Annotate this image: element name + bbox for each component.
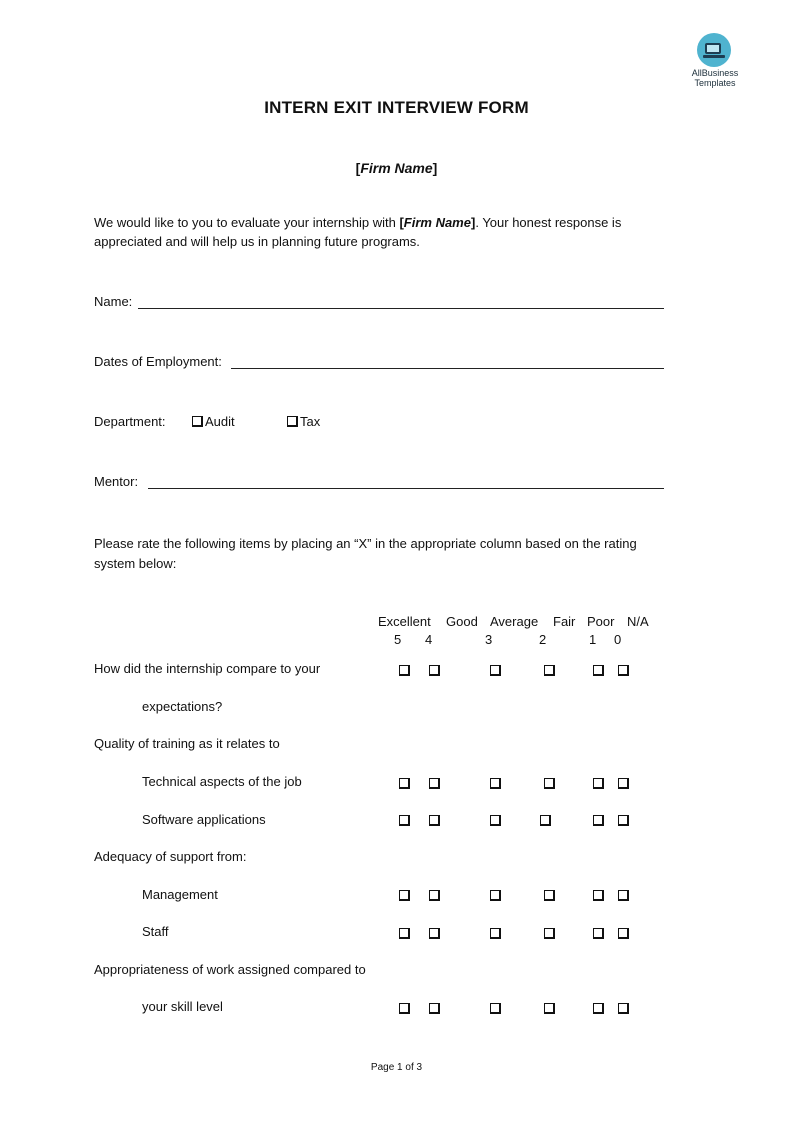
rating-number-0: 0 (614, 632, 622, 647)
rating-checkbox-icon[interactable] (544, 778, 555, 789)
checkbox-icon[interactable] (192, 416, 203, 427)
mentor-field[interactable] (148, 488, 664, 489)
dates-field[interactable] (231, 368, 664, 369)
rating-checkbox-icon[interactable] (429, 815, 440, 826)
department-option-label: Audit (205, 414, 235, 429)
instructions-line-1: Please rate the following items by placing an “X” in the appropriate column based on the rating (94, 536, 637, 551)
rating-checkbox-icon[interactable] (544, 928, 555, 939)
name-label: Name: (94, 294, 133, 309)
firm-name-text: Firm Name (360, 160, 433, 176)
question-1-line-1: How did the internship compare to your (94, 661, 321, 676)
rating-number-2: 2 (539, 632, 547, 647)
rating-label-na: N/A (627, 614, 649, 629)
rating-instructions (94, 534, 694, 574)
rating-checkbox-icon[interactable] (593, 890, 604, 901)
rating-label-poor: Poor (587, 614, 615, 629)
page-footer: Page 1 of 3 (370, 1062, 423, 1073)
intro-firm-text: Firm Name (403, 215, 471, 230)
rating-label-good: Good (446, 614, 478, 629)
rating-checkbox-icon[interactable] (429, 890, 440, 901)
rating-checkbox-icon[interactable] (399, 1003, 410, 1014)
intro-firm-placeholder: [Firm Name] (399, 215, 476, 230)
department-option-tax[interactable] (287, 414, 320, 429)
dates-label: Dates of Employment: (94, 354, 222, 369)
logo-line-2: Templates (694, 78, 736, 88)
rating-checkbox-icon[interactable] (429, 665, 440, 676)
rating-checkbox-icon[interactable] (544, 665, 555, 676)
department-label: Department: (94, 414, 166, 429)
rating-checkbox-icon[interactable] (544, 1003, 555, 1014)
rating-checkbox-icon[interactable] (399, 928, 410, 939)
rating-checkbox-icon[interactable] (618, 928, 629, 939)
rating-checkbox-icon[interactable] (399, 778, 410, 789)
rating-number-4: 4 (425, 632, 433, 647)
firm-name-placeholder: [Firm Name] (355, 160, 438, 176)
rating-checkbox-icon[interactable] (593, 928, 604, 939)
question-2-heading: Quality of training as it relates to (94, 736, 280, 751)
rating-checkbox-icon[interactable] (490, 928, 501, 939)
rating-checkbox-icon[interactable] (618, 665, 629, 676)
rating-checkbox-icon[interactable] (544, 890, 555, 901)
checkbox-icon[interactable] (287, 416, 298, 427)
rating-checkbox-icon[interactable] (490, 1003, 501, 1014)
question-2-technical: Technical aspects of the job (142, 774, 302, 789)
rating-checkbox-icon[interactable] (490, 665, 501, 676)
question-1-line-2: expectations? (142, 699, 223, 714)
rating-checkbox-icon[interactable] (399, 815, 410, 826)
intro-paragraph (94, 213, 674, 251)
page-title: INTERN EXIT INTERVIEW FORM (264, 98, 529, 117)
question-3-management: Management (142, 887, 218, 902)
rating-checkbox-icon[interactable] (618, 890, 629, 901)
laptop-screen-shape (705, 43, 721, 54)
rating-checkbox-icon[interactable] (399, 890, 410, 901)
department-option-label: Tax (300, 414, 321, 429)
logo-text (680, 68, 750, 88)
rating-checkbox-icon[interactable] (429, 1003, 440, 1014)
rating-checkbox-icon[interactable] (618, 815, 629, 826)
instructions-line-2: system below: (94, 556, 177, 571)
rating-checkbox-icon[interactable] (540, 815, 551, 826)
rating-checkbox-icon[interactable] (618, 778, 629, 789)
rating-checkbox-icon[interactable] (593, 1003, 604, 1014)
rating-checkbox-icon[interactable] (399, 665, 410, 676)
intro-line-2: appreciated and will help us in planning future programs. (94, 234, 420, 249)
mentor-label: Mentor: (94, 474, 139, 489)
question-3-staff: Staff (142, 924, 169, 939)
logo-line-1: AllBusiness (691, 68, 739, 78)
question-3-heading: Adequacy of support from: (94, 849, 247, 864)
rating-label-fair: Fair (553, 614, 576, 629)
rating-checkbox-icon[interactable] (490, 890, 501, 901)
question-4-line-1: Appropriateness of work assigned compared to (94, 962, 366, 977)
rating-checkbox-icon[interactable] (593, 665, 604, 676)
intro-part-1: We would like to you to evaluate your internship with (94, 215, 400, 230)
rating-number-1: 1 (589, 632, 597, 647)
name-field[interactable] (138, 308, 664, 309)
laptop-base-shape (703, 55, 725, 58)
rating-number-3: 3 (485, 632, 493, 647)
intro-part-2: . Your honest response is (475, 215, 622, 230)
rating-label-average: Average (490, 614, 539, 629)
rating-checkbox-icon[interactable] (618, 1003, 629, 1014)
rating-checkbox-icon[interactable] (429, 778, 440, 789)
question-4-line-2: your skill level (142, 999, 223, 1014)
rating-checkbox-icon[interactable] (490, 778, 501, 789)
rating-checkbox-icon[interactable] (593, 778, 604, 789)
rating-checkbox-icon[interactable] (429, 928, 440, 939)
question-2-software: Software applications (142, 812, 266, 827)
rating-checkbox-icon[interactable] (490, 815, 501, 826)
rating-number-5: 5 (394, 632, 402, 647)
logo-laptop-icon (697, 33, 731, 67)
rating-checkbox-icon[interactable] (593, 815, 604, 826)
department-option-audit[interactable] (192, 414, 235, 429)
rating-label-excellent: Excellent (378, 614, 431, 629)
